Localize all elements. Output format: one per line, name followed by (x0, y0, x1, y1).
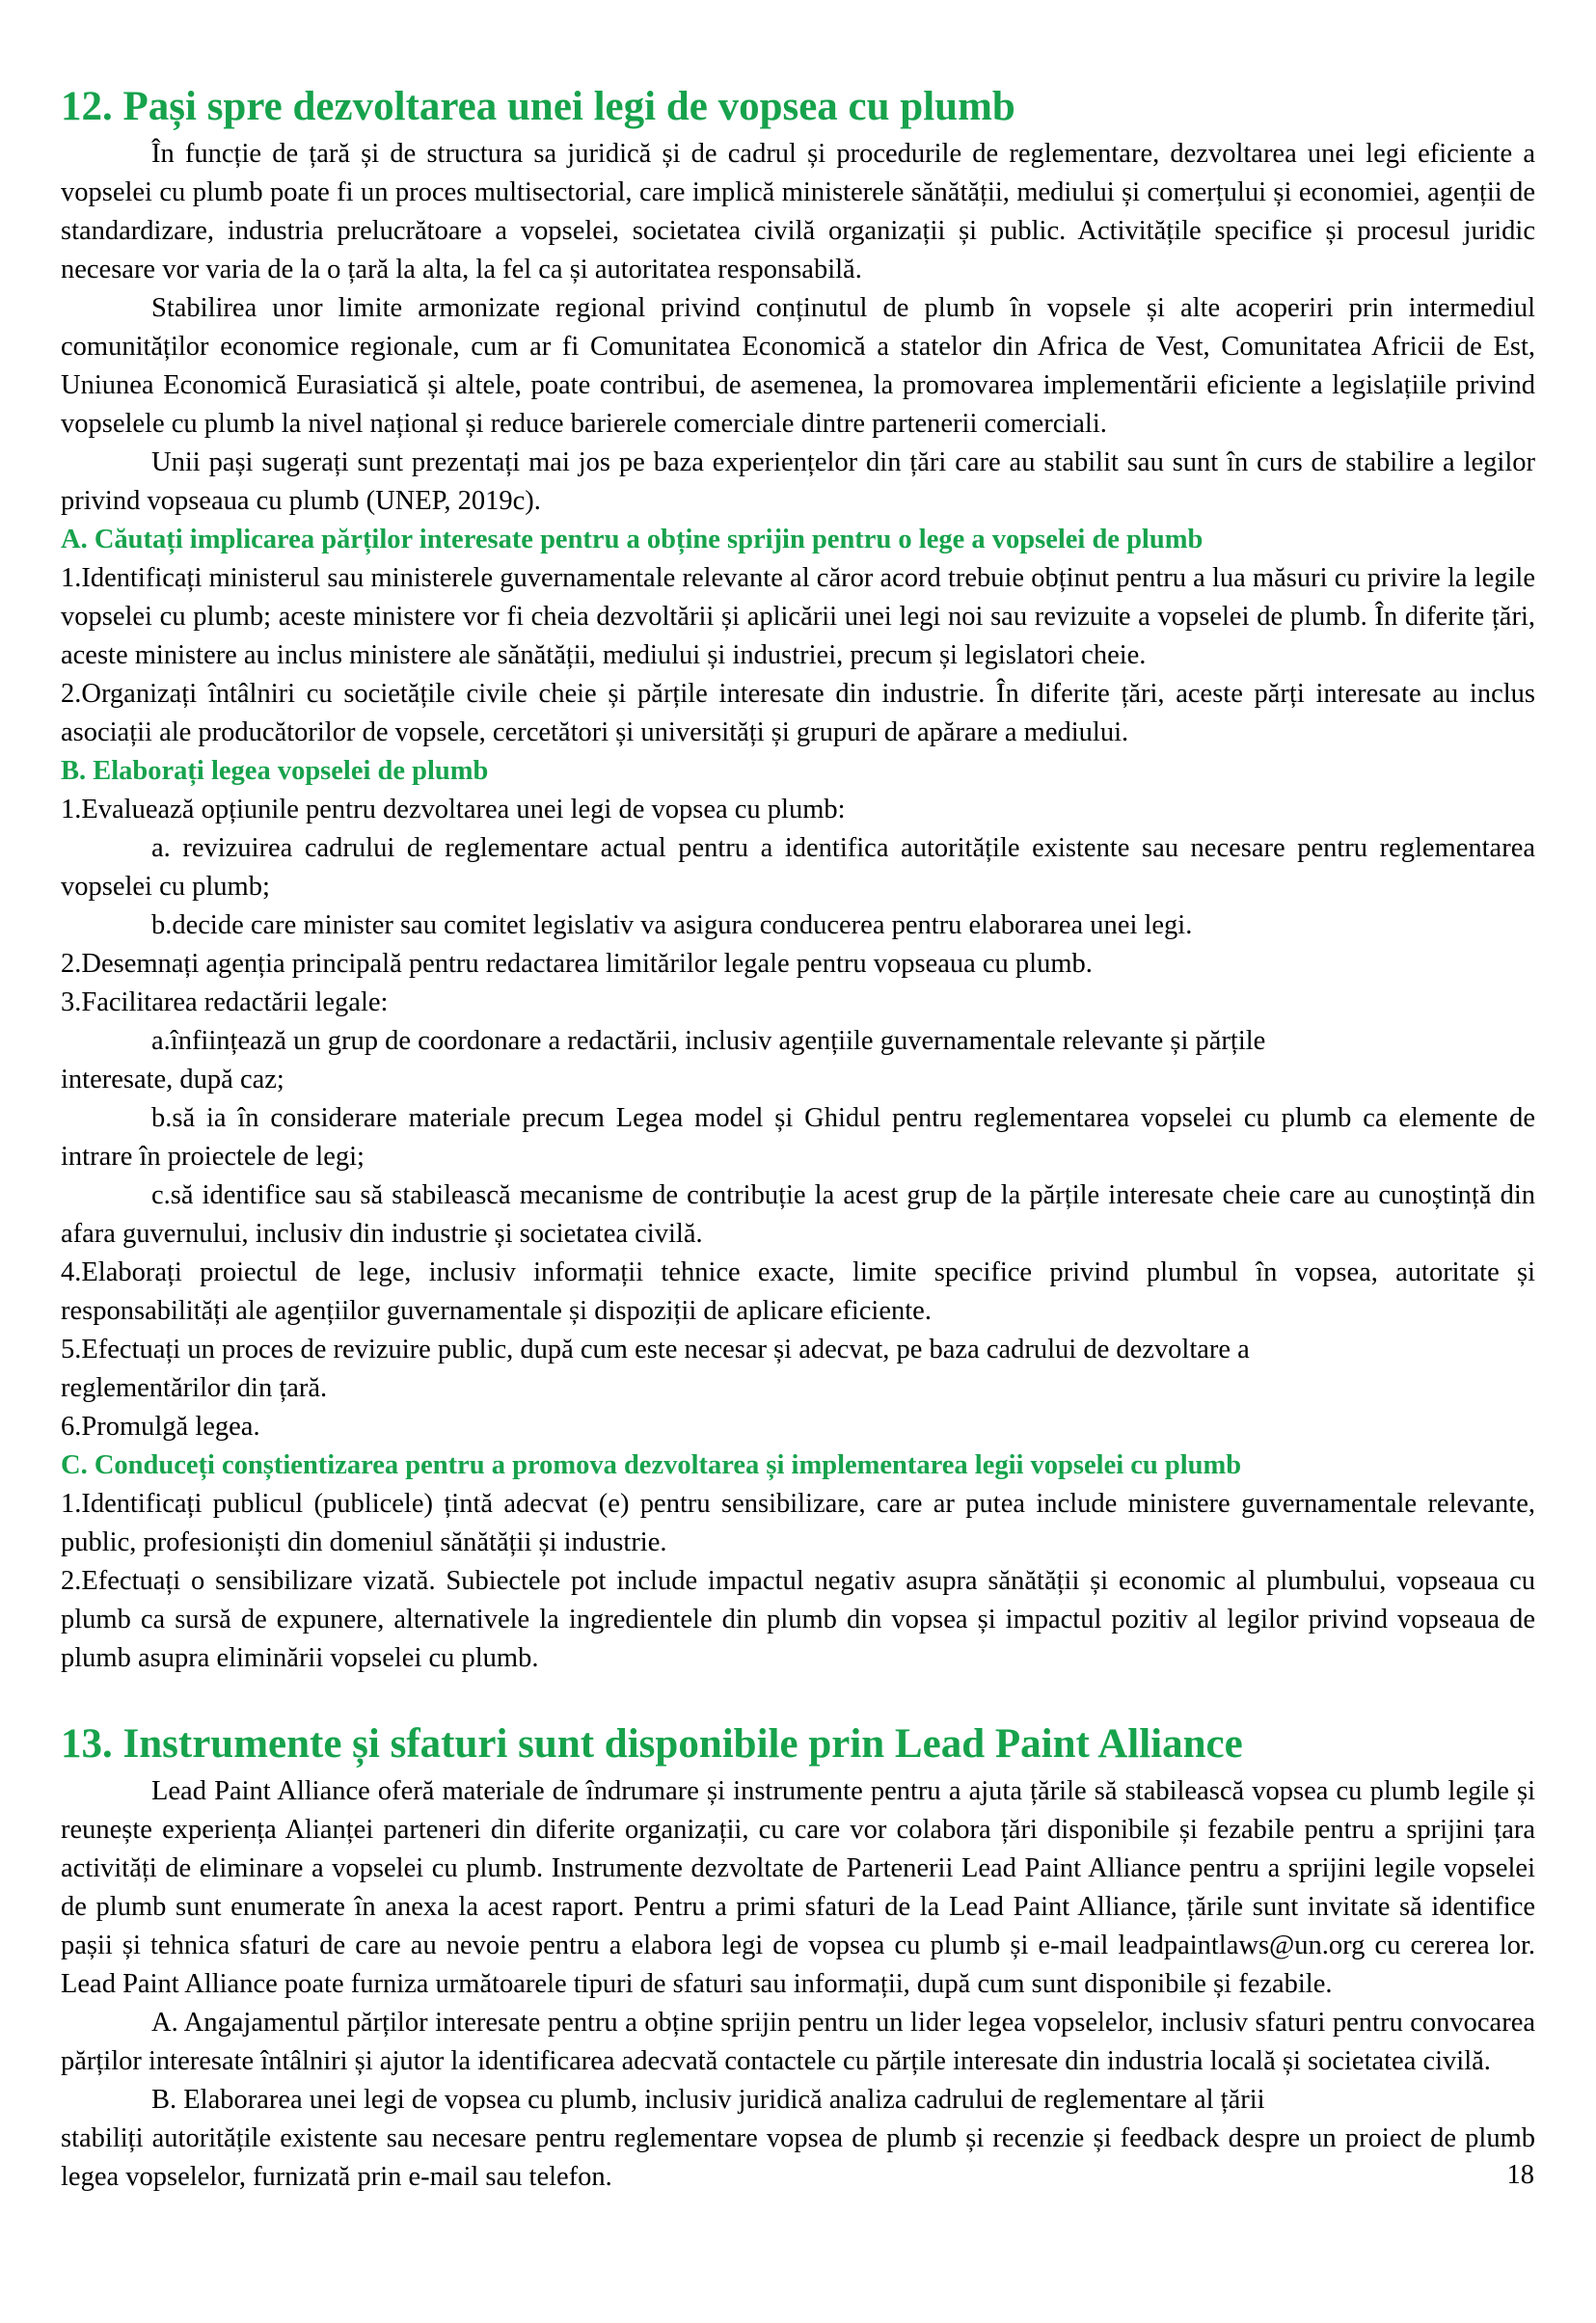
section-12-paragraph-3: Unii pași sugerați sunt prezentați mai jos pe baza experiențelor din țări care au stabilit sau sunt în curs de stabilire a legilor privind vopseaua cu plumb (UNEP, 2019c). (61, 447, 1535, 516)
subsection-b-item-1: 1.Evaluează opțiunile pentru dezvoltarea unei legi de vopsea cu plumb: (61, 795, 846, 824)
section-13-paragraph-1: Lead Paint Alliance oferă materiale de îndrumare și instrumente pentru a ajuta țările să stabilească vopsea cu plumb legile și reunește experiența Alianței parteneri din diferite organizații, cu care vor colabora țări disponibile și fezabile pentru a sprijini țara activități de eliminare a vopselei cu plumb. Instrumente dezvoltate de Partenerii Lead Paint Alliance pentru a sprijini legile vopselei de plumb sunt enumerate în anexa la acest raport. Pentru a primi sfaturi de la Lead Paint Alliance, țările sunt invitate să identifice pașii și tehnica sfaturi de care au nevoie pentru a elabora legi de vopsea cu plumb și e-mail leadpaintlaws@un.org cu cererea lor. Lead Paint Alliance poate furniza următoarele tipuri de sfaturi sau informații, după cum sunt disponibile și fezabile. (61, 1776, 1535, 1999)
subsection-b-item-3a-line-1: a.înființează un grup de coordonare a redactării, inclusiv agențiile guvernamentale relevante și părțile (151, 1026, 1266, 1056)
subsection-a-item-2: 2.Organizați întâlniri cu societățile civile cheie și părțile interesate din industrie. În diferite țări, aceste părți interesate au inclus asociații ale producătorilor de vopsele, cercetători și universități și grupuri de apărare a mediului. (61, 679, 1535, 747)
subsection-b-item-6: 6.Promulgă legea. (61, 1412, 260, 1442)
subsection-b-item-1a: a. revizuirea cadrului de reglementare actual pentru a identifica autoritățile existente sau necesare pentru reglementarea vopselei cu plumb; (61, 833, 1535, 902)
subsection-b-item-3c: c.să identifice sau să stabilească mecanisme de contribuție la acest grup de la părțile interesate cheie care au cunoștință din afara guvernului, inclusiv din industrie și societatea civilă. (61, 1180, 1535, 1249)
subsection-b-item-3: 3.Facilitarea redactării legale: (61, 987, 389, 1017)
subsection-b-item-5-line-2: reglementărilor din țară. (61, 1373, 328, 1403)
section-13-title: 13. Instrumente și sfaturi sunt disponibile prin Lead Paint Alliance (61, 1721, 1243, 1767)
section-13-paragraph-b-continuation: stabiliți autoritățile existente sau necesare pentru reglementare vopsea de plumb și recenzie și feedback despre un proiect de plumb legea vopselelor, furnizată prin e-mail sau telefon. (61, 2123, 1535, 2192)
subsection-c-title: C. Conduceți conștientizarea pentru a promova dezvoltarea și implementarea legii vopselei cu plumb (61, 1450, 1242, 1480)
subsection-b-item-4: 4.Elaborați proiectul de lege, inclusiv informații tehnice exacte, limite specifice privind plumbul în vopsea, autoritate și responsabilități ale agențiilor guvernamentale și dispoziții de aplicare eficiente. (61, 1257, 1535, 1326)
subsection-b-item-2: 2.Desemnați agenția principală pentru redactarea limitărilor legale pentru vopseaua cu plumb. (61, 949, 1093, 979)
section-12-paragraph-1: În funcție de țară și de structura sa juridică și de cadrul și procedurile de reglementare, dezvoltarea unei legi eficiente a vopselei cu plumb poate fi un proces multisectorial, care implică ministerele sănătății, mediului și comerțului și economiei, agenții de standardizare, industria prelucrătoare a vopselei, societatea civilă organizații și public. Activitățile specifice și procesul juridic necesare vor varia de la o țară la alta, la fel ca și autoritatea responsabilă. (61, 139, 1535, 284)
subsection-b-title: B. Elaborați legea vopselei de plumb (61, 756, 489, 786)
subsection-c-item-2: 2.Efectuați o sensibilizare vizată. Subiectele pot include impactul negativ asupra sănătății și economic al plumbului, vopseaua cu plumb ca sursă de expunere, alternativele la ingredientele din plumb din vopsea și impactul pozitiv al legilor privind vopseaua de plumb asupra eliminării vopselei cu plumb. (61, 1566, 1535, 1673)
section-13-paragraph-b-line-1: B. Elaborarea unei legi de vopsea cu plumb, inclusiv juridică analiza cadrului de reglementare al țării (151, 2085, 1265, 2115)
subsection-b-item-3a-line-2: interesate, după caz; (61, 1065, 284, 1094)
page-number: 18 (1506, 2160, 1534, 2190)
subsection-a-item-1: 1.Identificați ministerul sau ministerele guvernamentale relevante al căror acord trebuie obținut pentru a lua măsuri cu privire la legile vopselei cu plumb; aceste ministere vor fi cheia dezvoltării și aplicării unei legi noi sau revizuite a vopselei de plumb. În diferite țări, aceste ministere au inclus ministere ale sănătății, mediului și industriei, precum și legislatori cheie. (61, 563, 1535, 670)
subsection-a-title: A. Căutați implicarea părților interesate pentru a obține sprijin pentru o lege a vopselei de plumb (61, 525, 1204, 554)
subsection-b-item-3b: b.să ia în considerare materiale precum Legea model și Ghidul pentru reglementarea vopselei cu plumb ca elemente de intrare în proiectele de legi; (61, 1103, 1535, 1172)
section-13-paragraph-a: A. Angajamentul părților interesate pentru a obține sprijin pentru un lider legea vopselelor, inclusiv sfaturi pentru convocarea părților interesate întâlniri și ajutor la identificarea adecvată contactele cu părțile interesate din industria locală și societatea civilă. (61, 2008, 1535, 2076)
section-12-title: 12. Pași spre dezvoltarea unei legi de vopsea cu plumb (61, 84, 1015, 129)
subsection-b-item-5-line-1: 5.Efectuați un proces de revizuire public, după cum este necesar și adecvat, pe baza cadrului de dezvoltare a (61, 1335, 1250, 1364)
section-12-paragraph-2: Stabilirea unor limite armonizate regional privind conținutul de plumb în vopsele și alte acoperiri prin intermediul comunităților economice regionale, cum ar fi Comunitatea Economică a statelor din Africa de Vest, Comunitatea Africii de Est, Uniunea Economică Eurasiatică și altele, poate contribui, de asemenea, la promovarea implementării eficiente a legislațiile privind vopselele cu plumb la nivel național și reduce barierele comerciale dintre partenerii comerciali. (61, 293, 1535, 439)
subsection-b-item-1b: b.decide care minister sau comitet legislativ va asigura conducerea pentru elaborarea unei legi. (151, 910, 1193, 940)
subsection-c-item-1: 1.Identificați publicul (publicele) țintă adecvat (e) pentru sensibilizare, care ar putea include ministere guvernamentale relevante, public, profesioniști din domeniul sănătății și industrie. (61, 1489, 1535, 1557)
